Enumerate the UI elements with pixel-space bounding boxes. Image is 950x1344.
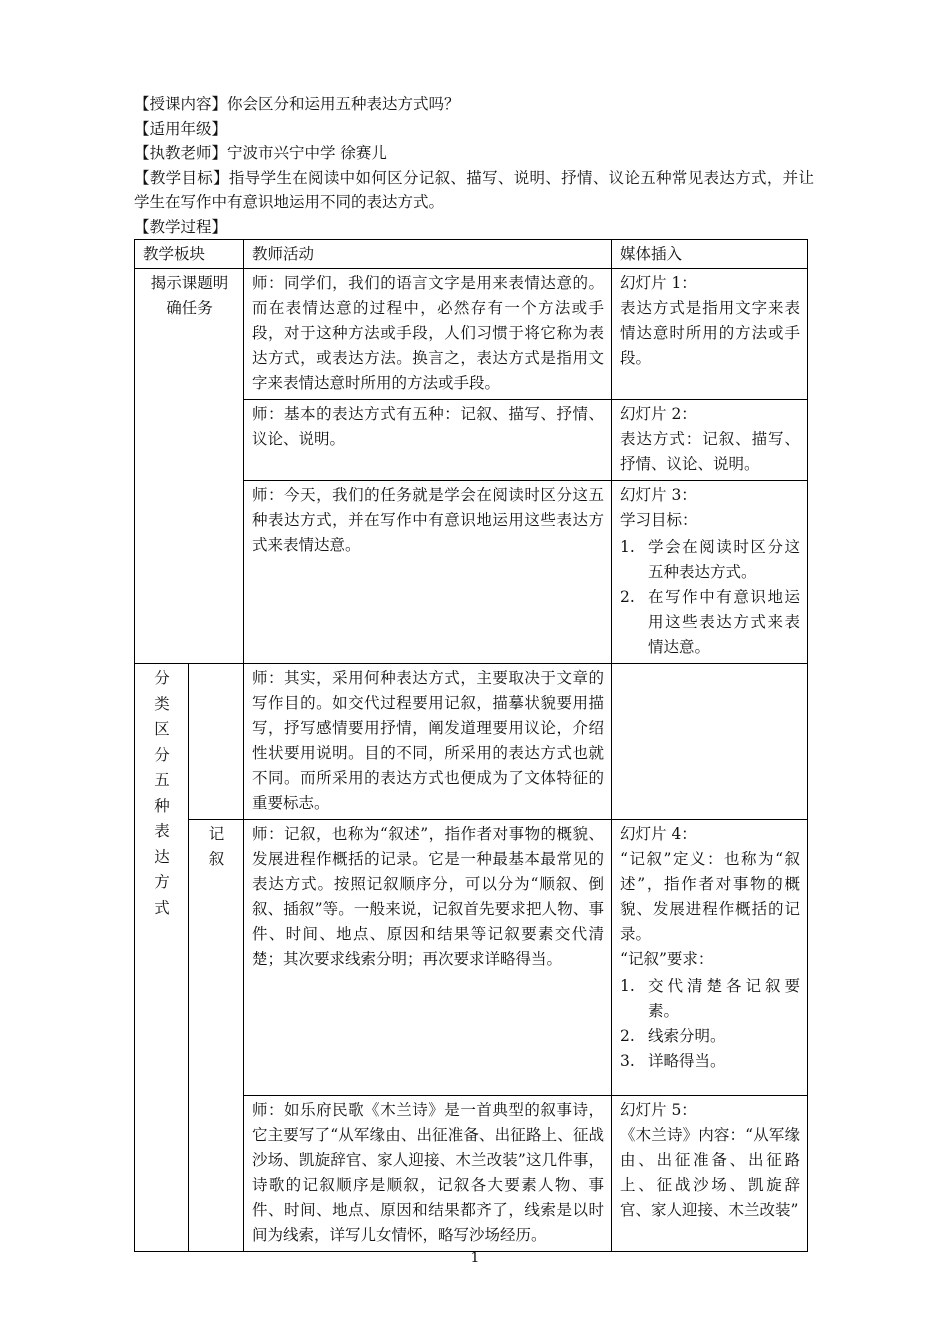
table-row — [135, 269, 808, 400]
header-cell-module: 教学板块 — [135, 240, 244, 269]
module-char: 方 — [154, 873, 170, 891]
slide-text: 《木兰诗》内容：“从军缘由、出征准备、出征路上、征战沙场、凯旋辞官、家人迎接、木兰改装” — [620, 1126, 801, 1219]
list-item — [620, 974, 800, 1024]
lesson-table — [134, 239, 808, 1252]
module-char: 种 — [154, 796, 170, 815]
objective-line: 【教学目标】指导学生在阅读中如何区分记叙、描写、说明、抒情、议论五种常见表达方式，并让学生在写作中有意识地运用不同的表达方式。 — [134, 168, 814, 211]
module-char: 类 — [154, 694, 170, 713]
module-cell-intro — [135, 269, 244, 664]
slide-list — [620, 535, 800, 660]
slide-title: 幻灯片 2： — [620, 405, 697, 423]
slide-text: 表达方式：记叙、描写、抒情、议论、说明。 — [620, 430, 801, 473]
activity-cell: 师：记叙，也称为“叙述”，指作者对事物的概貌、发展进程作概括的记录。它是一种最基本最常见的表达方式。按照记叙顺序分，可以分为“顺叙、倒叙、插叙”等。一般来说，记叙首先要求把人物、事件、时间、地点、原因和结果等记叙要素交代清楚；其次要求线索分明；再次要求详略得当。 — [244, 820, 612, 1096]
process-line: 【教学过程】 — [134, 217, 228, 236]
list-text: 学会在阅读时区分这五种表达方式。 — [648, 538, 801, 581]
list-text: 交代清楚各记叙要素。 — [648, 977, 801, 1020]
header-cell-activity: 教师活动 — [244, 240, 612, 269]
list-text: 在写作中有意识地运用这些表达方式来表情达意。 — [648, 588, 801, 656]
sub-module-char: 记 — [208, 825, 225, 843]
list-text: 线索分明。 — [648, 1027, 726, 1045]
slide-text: 学习目标： — [620, 511, 698, 529]
list-text: 详略得当。 — [648, 1052, 726, 1070]
list-number: 3. — [620, 1052, 635, 1070]
activity-cell: 师：今天，我们的任务就是学会在阅读时区分这五种表达方式，并在写作中有意识地运用这些表达方式来表情达意。 — [244, 481, 612, 664]
list-item — [620, 1049, 800, 1074]
table-header-row — [135, 240, 808, 269]
module-char: 达 — [154, 847, 170, 866]
slide-text: 表达方式是指用文字来表情达意时所用的方法或手段。 — [620, 299, 801, 367]
slide-text: “记叙”要求： — [620, 950, 714, 968]
list-number: 1. — [620, 977, 635, 995]
media-cell — [612, 820, 808, 1096]
list-number: 2. — [620, 1027, 635, 1045]
activity-cell: 师：基本的表达方式有五种：记叙、描写、抒情、议论、说明。 — [244, 400, 612, 481]
page-number: 1 — [470, 1250, 480, 1266]
grade-line: 【适用年级】 — [134, 119, 228, 138]
module-label: 揭示课题明确任务 — [150, 274, 229, 317]
list-number: 2. — [620, 588, 635, 606]
slide-title: 幻灯片 3： — [620, 486, 697, 504]
sub-module-cell-narration — [189, 820, 244, 1252]
media-cell — [612, 1096, 808, 1252]
slide-title: 幻灯片 4： — [620, 825, 697, 843]
slide-title: 幻灯片 5： — [620, 1101, 697, 1119]
media-cell — [612, 481, 808, 664]
lesson-header — [134, 92, 814, 239]
module-char: 区 — [154, 720, 170, 738]
activity-cell: 师：其实，采用何种表达方式，主要取决于文章的写作目的。如交代过程要用记叙，描摹状貌要用描写，抒写感情要用抒情，阐发道理要用议论，介绍性状要用说明。目的不同，所采用的表达方式也就不同。而所采用的表达方式也便成为了文体特征的重要标志。 — [244, 664, 612, 820]
slide-text: “记叙”定义：也称为“叙述”，指作者对事物的概貌、发展进程作概括的记录。 — [620, 850, 801, 943]
module-char: 分 — [154, 745, 170, 764]
lesson-content-line: 【授课内容】你会区分和运用五种表达方式吗？ — [134, 95, 460, 113]
table-row — [135, 664, 808, 820]
module-char: 分 — [154, 669, 170, 687]
module-char: 表 — [154, 822, 170, 840]
module-char: 五 — [154, 771, 170, 789]
header-cell-media: 媒体插入 — [612, 240, 808, 269]
sub-module-char: 叙 — [208, 850, 225, 868]
module-char: 式 — [154, 898, 170, 917]
list-item — [620, 535, 800, 585]
sub-module-cell-empty — [189, 664, 244, 820]
media-cell-empty — [612, 664, 808, 820]
module-cell-classify — [135, 664, 189, 1252]
list-number: 1. — [620, 538, 635, 556]
activity-cell: 师：如乐府民歌《木兰诗》是一首典型的叙事诗，它主要写了“从军缘由、出征准备、出征路上、征战沙场、凯旋辞官、家人迎接、木兰改装”这几件事，诗歌的记叙顺序是顺叙，记叙各大要素人物、事件、时间、地点、原因和结果都齐了，线索是以时间为线索，详写儿女情怀，略写沙场经历。 — [244, 1096, 612, 1252]
list-item — [620, 585, 800, 660]
media-cell — [612, 269, 808, 400]
table-row — [135, 820, 808, 1096]
media-cell — [612, 400, 808, 481]
teacher-line: 【执教老师】宁波市兴宁中学 徐赛儿 — [134, 144, 387, 162]
slide-list — [620, 974, 800, 1074]
list-item — [620, 1024, 800, 1049]
activity-cell: 师：同学们，我们的语言文字是用来表情达意的。而在表情达意的过程中，必然存有一个方法或手段，对于这种方法或手段，人们习惯于将它称为表达方式，或表达方法。换言之，表达方式是指用文字来表情达意时所用的方法或手段。 — [244, 269, 612, 400]
slide-title: 幻灯片 1： — [620, 274, 697, 292]
